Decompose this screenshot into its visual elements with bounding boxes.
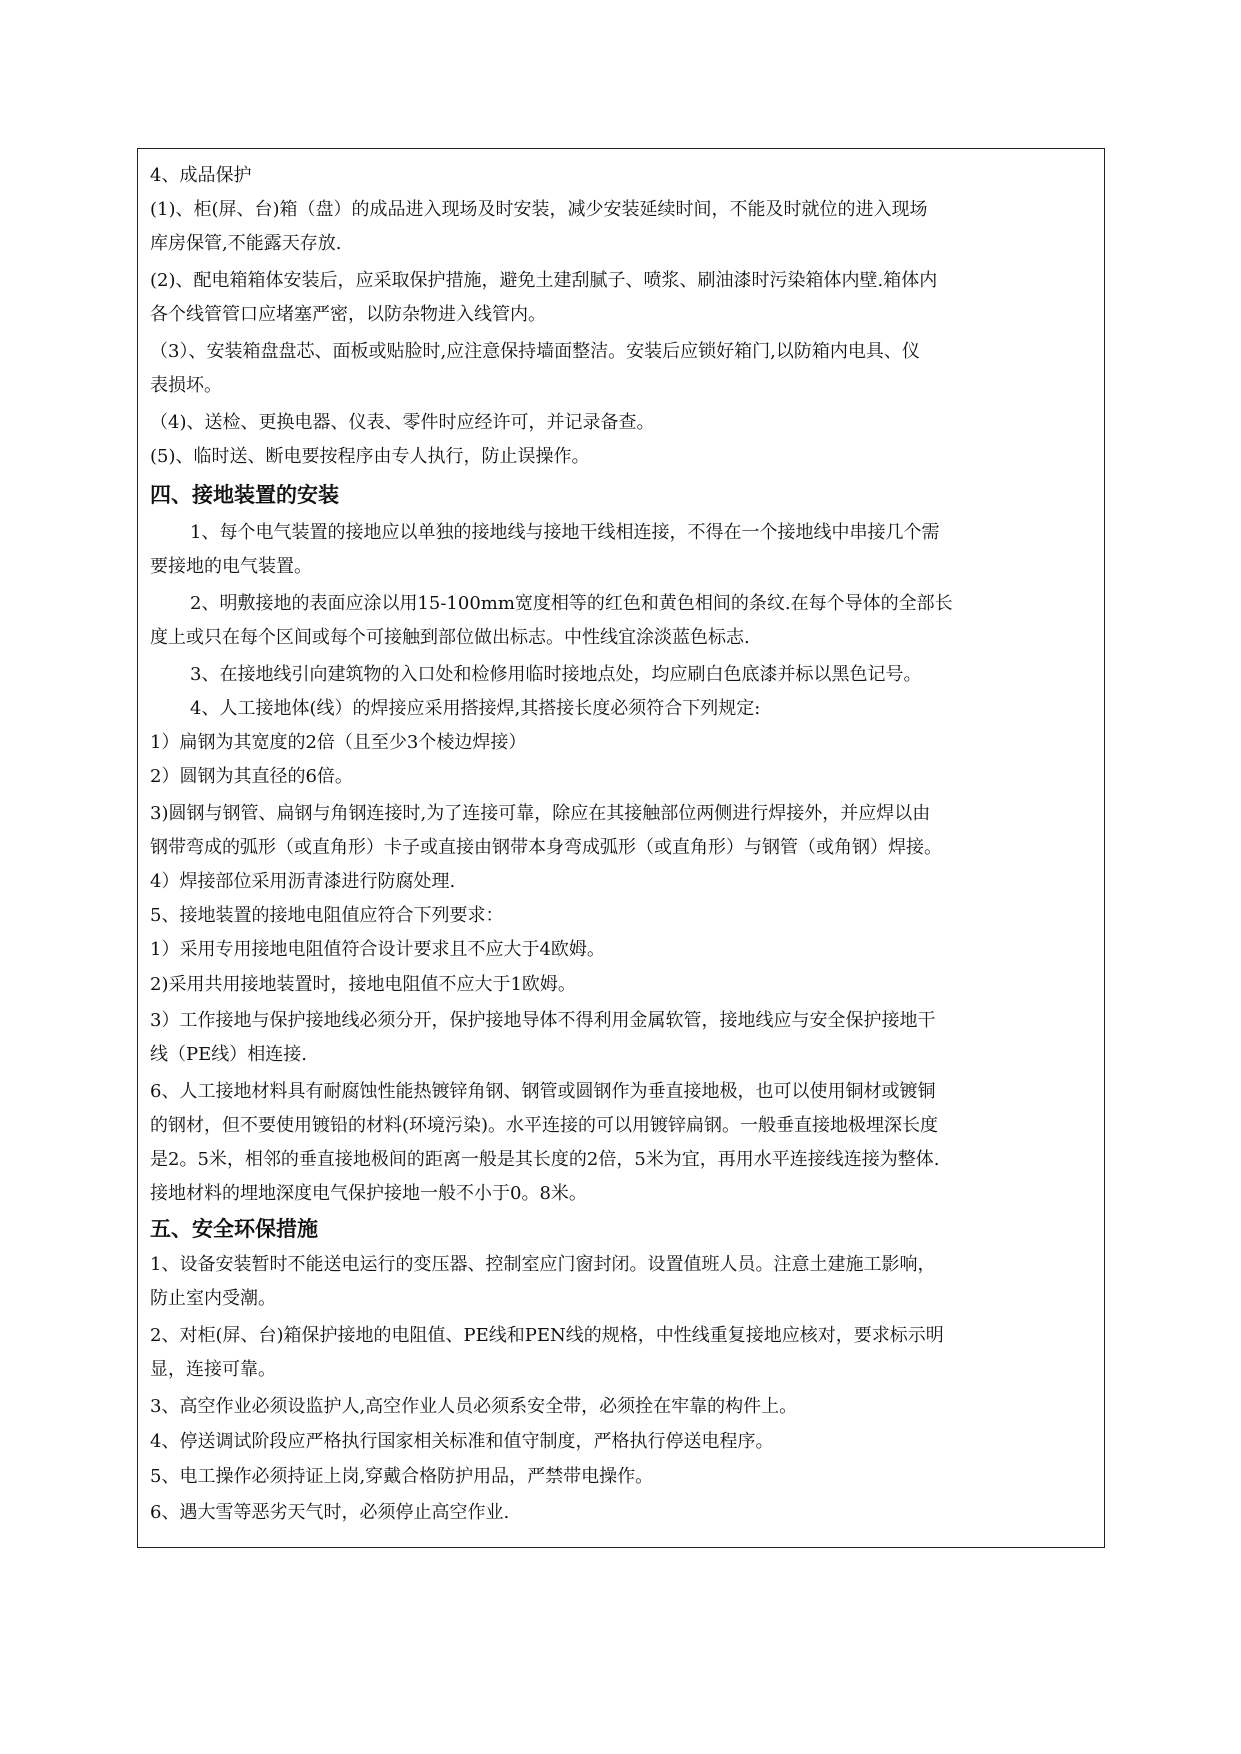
text-line: 4、人工接地体(线）的焊接应采用搭接焊,其搭接长度必须符合下列规定: (190, 698, 761, 719)
text-line: 度上或只在每个区间或每个可接触到部位做出标志。中性线宜涂淡蓝色标志. (150, 627, 750, 648)
text-line: 2）圆钢为其直径的6倍。 (150, 766, 353, 787)
text-line: 钢带弯成的弧形（或直角形）卡子或直接由钢带本身弯成弧形（或直角形）与钢管（或角钢）焊接。 (150, 837, 942, 858)
text-line: 2)采用共用接地装置时，接地电阻值不应大于1欧姆。 (150, 974, 576, 995)
text-line: 1）采用专用接地电阻值符合设计要求且不应大于4欧姆。 (150, 939, 605, 960)
text-line: 各个线管管口应堵塞严密，以防杂物进入线管内。 (150, 304, 546, 325)
text-line: 的钢材，但不要使用镀铅的材料(环境污染)。水平连接的可以用镀锌扁钢。一般垂直接地极埋深长度 (150, 1115, 939, 1136)
text-line: 要接地的电气装置。 (150, 556, 312, 577)
text-line: 2、对柜(屏、台)箱保护接地的电阻值、PE线和PEN线的规格，中性线重复接地应核对，要求标示明 (150, 1325, 944, 1346)
text-line: 1）扁钢为其宽度的2倍（且至少3个棱边焊接） (150, 732, 527, 753)
text-line: 1、设备安装暂时不能送电运行的变压器、控制室应门窗封闭。设置值班人员。注意土建施工影响， (150, 1254, 936, 1275)
text-line: 4）焊接部位采用沥青漆进行防腐处理. (150, 871, 456, 892)
text-line: 6、人工接地材料具有耐腐蚀性能热镀锌角钢、钢管或圆钢作为垂直接地极，也可以使用铜材或镀铜 (150, 1081, 936, 1102)
text-line: 表损坏。 (150, 375, 222, 396)
text-line: 3、高空作业必须设监护人,高空作业人员必须系安全带，必须拴在牢靠的构件上。 (150, 1396, 798, 1417)
text-line: （4)、送检、更换电器、仪表、零件时应经许可，并记录备查。 (150, 412, 655, 433)
text-line: 线（PE线）相连接. (150, 1044, 307, 1065)
text-line: 5、电工操作必须持证上岗,穿戴合格防护用品，严禁带电操作。 (150, 1466, 654, 1487)
section-heading: 四、接地装置的安装 (150, 483, 339, 507)
text-line: 显，连接可靠。 (150, 1359, 276, 1380)
text-line: (1)、柜(屏、台)箱（盘）的成品进入现场及时安装，减少安装延续时间，不能及时就位的进入现场 (150, 199, 928, 220)
section-heading: 五、安全环保措施 (150, 1217, 318, 1241)
text-line: 3)圆钢与钢管、扁钢与角钢连接时,为了连接可靠，除应在其接触部位两侧进行焊接外，并应焊以由 (150, 803, 931, 824)
text-line: (5)、临时送、断电要按程序由专人执行，防止误操作。 (150, 446, 590, 467)
text-line: 是2。5米，相邻的垂直接地极间的距离一般是其长度的2倍，5米为宜，再用水平连接线连接为整体. (150, 1149, 940, 1170)
text-line: 6、遇大雪等恶劣天气时，必须停止高空作业. (150, 1502, 510, 1523)
text-line: 2、明敷接地的表面应涂以用15-100mm宽度相等的红色和黄色相间的条纹.在每个导体的全部长 (190, 593, 953, 614)
text-line: （3）、安装箱盘盘芯、面板或贴脸时,应注意保持墙面整洁。安装后应锁好箱门,以防箱内电具、仪 (150, 341, 920, 362)
text-line: 1、每个电气装置的接地应以单独的接地线与接地干线相连接，不得在一个接地线中串接几个需 (190, 522, 940, 543)
text-line: 5、接地装置的接地电阻值应符合下列要求： (150, 905, 504, 926)
text-line: (2)、配电箱箱体安装后，应采取保护措施，避免土建刮腻子、喷浆、刷油漆时污染箱体内壁.箱体内 (150, 270, 938, 291)
text-line: 库房保管,不能露天存放. (150, 233, 342, 254)
text-line: 接地材料的埋地深度电气保护接地一般不小于0。8米。 (150, 1183, 587, 1204)
section-title: 4、成品保护 (150, 165, 252, 186)
text-line: 4、停送调试阶段应严格执行国家相关标准和值守制度，严格执行停送电程序。 (150, 1431, 774, 1452)
text-line: 3、在接地线引向建筑物的入口处和检修用临时接地点处，均应刷白色底漆并标以黑色记号。 (190, 664, 922, 685)
text-line: 防止室内受潮。 (150, 1288, 276, 1309)
text-line: 3）工作接地与保护接地线必须分开，保护接地导体不得利用金属软管，接地线应与安全保护接地干 (150, 1010, 936, 1031)
